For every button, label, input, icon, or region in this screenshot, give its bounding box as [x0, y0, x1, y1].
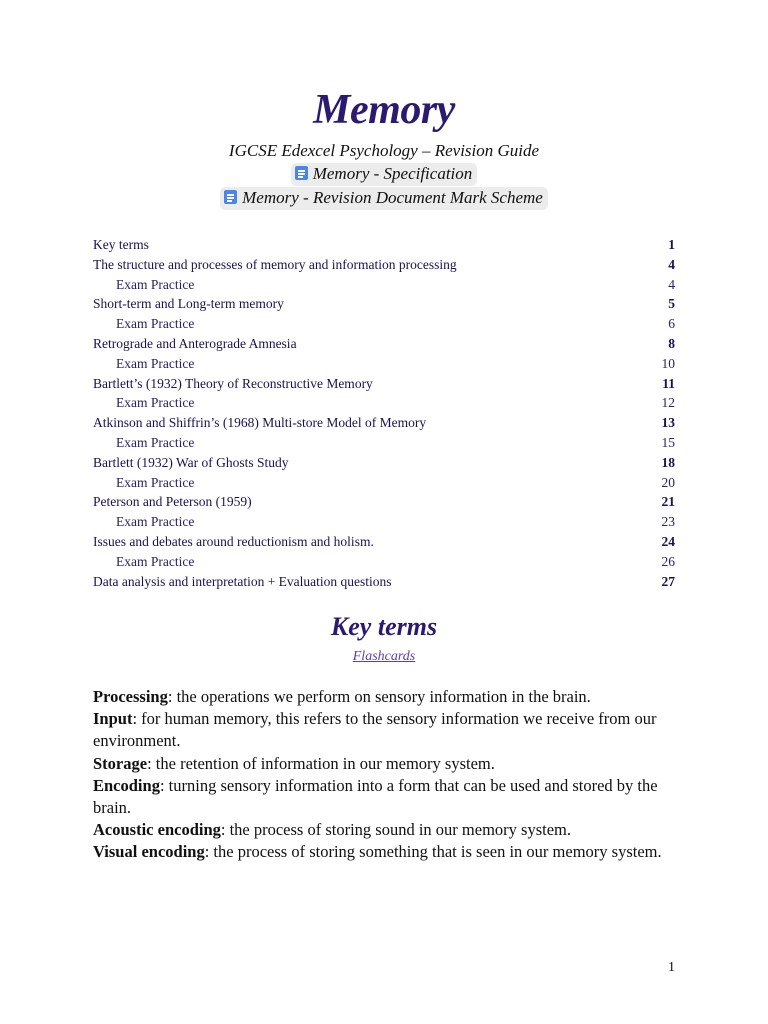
toc-subentry[interactable]: [93, 512, 675, 532]
toc-entry-label: Peterson and Peterson (1959): [93, 494, 252, 510]
smart-chip-label: Memory - Specification: [312, 164, 473, 183]
google-docs-icon: [224, 190, 237, 204]
table-of-contents: [93, 235, 675, 591]
key-term-name: Visual encoding: [93, 842, 205, 862]
key-term: [93, 775, 678, 819]
toc-entry-page: 4: [668, 256, 675, 272]
toc-entry[interactable]: [93, 453, 675, 473]
toc-entry[interactable]: [93, 235, 675, 255]
toc-entry-page: 26: [661, 553, 675, 569]
toc-subentry[interactable]: [93, 354, 675, 374]
toc-entry-label: Exam Practice: [116, 276, 195, 292]
toc-entry-label: Exam Practice: [116, 434, 195, 450]
toc-entry[interactable]: [93, 255, 675, 275]
smart-chip-row: [0, 163, 768, 186]
page-number: 1: [668, 960, 675, 975]
key-term-name: Acoustic encoding: [93, 820, 221, 840]
key-term-name: Input: [93, 709, 133, 729]
key-term: [93, 708, 678, 752]
google-docs-icon: [295, 166, 308, 180]
key-terms-heading: Key terms: [330, 612, 438, 641]
smart-chip-specification[interactable]: [291, 163, 478, 186]
toc-subentry[interactable]: [93, 314, 675, 334]
key-term: [93, 686, 678, 708]
key-term: [93, 841, 678, 863]
key-term-definition: : the process of storing sound in our memory system.: [220, 820, 572, 840]
toc-entry-label: Bartlett (1932) War of Ghosts Study: [93, 454, 289, 470]
toc-entry-page: 8: [668, 335, 675, 351]
smart-chip-label: Memory - Revision Document Mark Scheme: [242, 188, 543, 207]
key-term-name: Encoding: [93, 775, 160, 795]
toc-entry-label: Exam Practice: [116, 474, 195, 490]
toc-entry-label: Retrograde and Anterograde Amnesia: [93, 335, 297, 351]
toc-subentry[interactable]: [93, 275, 675, 295]
toc-entry-page: 15: [661, 434, 675, 450]
toc-entry-page: 20: [661, 474, 675, 490]
toc-entry-label: Bartlett’s (1932) Theory of Reconstructive Memory: [93, 375, 373, 391]
key-terms-list: [93, 686, 678, 864]
toc-entry-label: Key terms: [93, 237, 149, 252]
toc-entry-page: 10: [661, 355, 675, 371]
key-term-definition: : turning sensory information into a form that can be used and stored by the brain.: [93, 775, 658, 818]
toc-entry[interactable]: [93, 413, 675, 433]
toc-entry-page: 24: [661, 533, 675, 549]
toc-entry-page: 12: [661, 395, 675, 411]
toc-entry-label: Data analysis and interpretation + Evaluation questions: [93, 573, 392, 589]
toc-entry-page: 1: [668, 237, 675, 252]
toc-entry-page: 18: [661, 454, 675, 470]
key-term-definition: : for human memory, this refers to the sensory information we receive from our environment.: [93, 709, 657, 751]
toc-entry-label: Exam Practice: [116, 553, 195, 569]
toc-entry[interactable]: [93, 374, 675, 394]
toc-entry-page: 6: [668, 316, 675, 332]
toc-entry-label: Short-term and Long-term memory: [93, 296, 284, 312]
key-term-definition: : the process of storing something that is seen in our memory system.: [204, 842, 662, 862]
toc-entry[interactable]: [93, 294, 675, 314]
key-term-name: Storage: [93, 753, 148, 773]
toc-entry-label: Atkinson and Shiffrin’s (1968) Multi-store Model of Memory: [93, 415, 427, 431]
toc-entry-page: 5: [668, 296, 675, 312]
flashcards-link[interactable]: Flashcards: [352, 649, 416, 664]
toc-subentry[interactable]: [93, 552, 675, 572]
toc-entry-page: 27: [661, 573, 675, 589]
key-term-definition: : the operations we perform on sensory information in the brain.: [167, 687, 591, 706]
toc-subentry[interactable]: [93, 393, 675, 413]
toc-entry[interactable]: [93, 572, 675, 592]
toc-entry-label: Exam Practice: [116, 316, 195, 332]
page-title: Memory: [313, 87, 455, 133]
smart-chip-row: [0, 187, 768, 210]
key-term-definition: : the retention of information in our memory system.: [147, 753, 495, 773]
toc-entry-page: 23: [661, 514, 675, 530]
key-term-name: Processing: [93, 687, 168, 706]
toc-entry-page: 13: [661, 415, 675, 431]
toc-entry-label: Exam Practice: [116, 355, 195, 371]
toc-entry-page: 21: [661, 494, 675, 510]
page-subtitle: IGCSE Edexcel Psychology – Revision Guide: [228, 141, 540, 160]
toc-subentry[interactable]: [93, 473, 675, 493]
smart-chip-mark-scheme[interactable]: [220, 187, 548, 210]
toc-entry-label: Exam Practice: [116, 514, 195, 530]
toc-entry-label: The structure and processes of memory and information processing: [93, 256, 457, 272]
key-term: [93, 819, 678, 841]
toc-entry-label: Exam Practice: [116, 395, 195, 411]
toc-entry[interactable]: [93, 334, 675, 354]
toc-entry[interactable]: [93, 532, 675, 552]
toc-subentry[interactable]: [93, 433, 675, 453]
toc-entry-label: Issues and debates around reductionism and holism.: [93, 533, 374, 549]
toc-entry[interactable]: [93, 492, 675, 512]
toc-entry-page: 11: [662, 375, 675, 391]
key-term: [93, 753, 678, 775]
toc-entry-page: 4: [668, 276, 675, 292]
